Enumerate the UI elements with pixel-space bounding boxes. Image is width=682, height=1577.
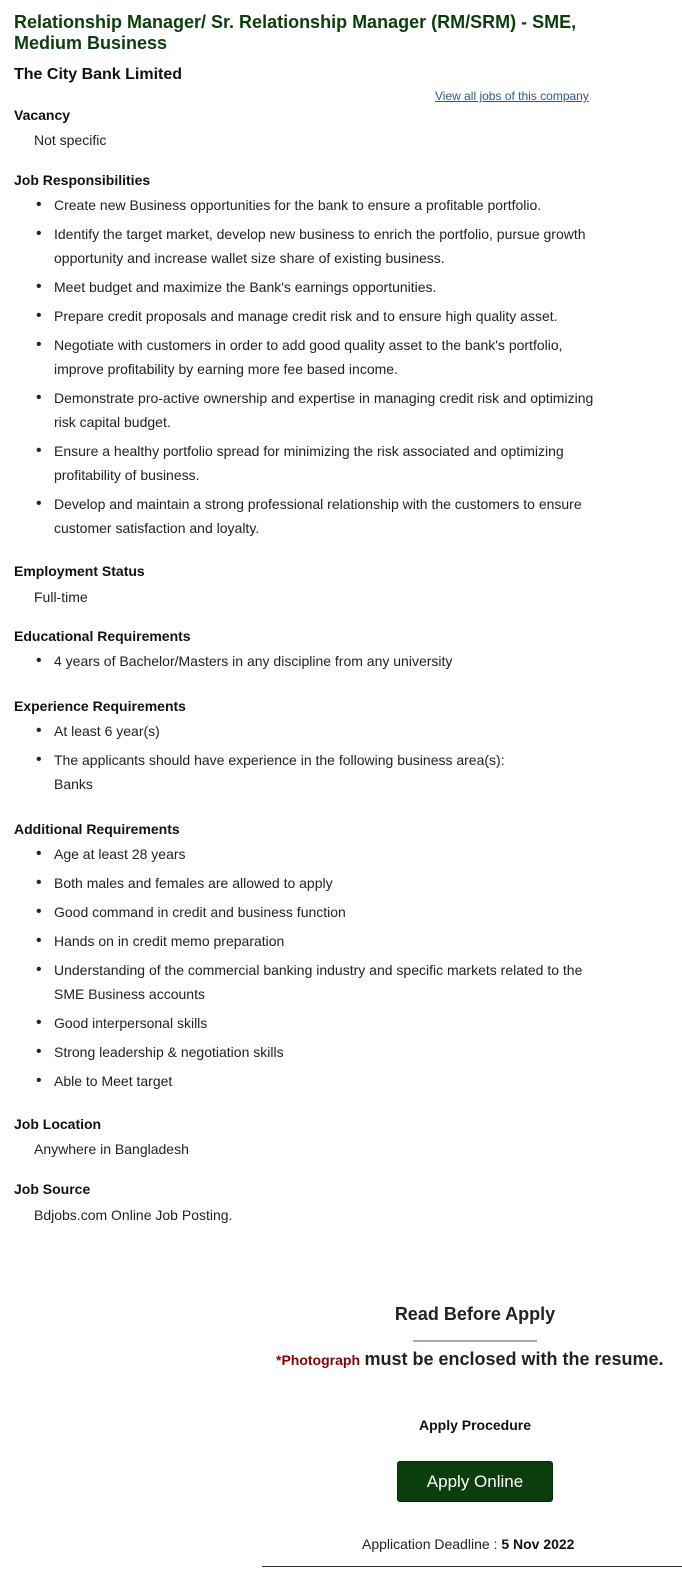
list-item: • Prepare credit proposals and manage credit risk and to ensure high quality asset. [54, 304, 614, 328]
list-item: • Good interpersonal skills [54, 1011, 614, 1035]
experience-title: Experience Requirements [14, 698, 186, 714]
vacancy-title: Vacancy [14, 107, 71, 123]
deadline-label: Application Deadline : [362, 1536, 502, 1552]
list-item: • Create new Business opportunities for the bank to ensure a profitable portfolio. [54, 193, 614, 217]
list-item: • At least 6 year(s) [54, 719, 614, 743]
apply-procedure-heading: Apply Procedure [418, 1417, 532, 1433]
employment-value: Full-time [34, 589, 88, 605]
list-item: • 4 years of Bachelor/Masters in any discipline from any university [54, 649, 614, 673]
vacancy-value: Not specific [34, 132, 107, 148]
additional-list [54, 842, 614, 1098]
source-title: Job Source [14, 1181, 91, 1197]
divider [413, 1340, 537, 1342]
experience-list [54, 719, 614, 796]
job-title: Relationship Manager/ Sr. Relationship Manager (RM/SRM) - SME, Medium Business [14, 12, 577, 53]
list-item: • Both males and females are allowed to apply [54, 871, 614, 895]
education-list [54, 649, 614, 678]
list-item: • Identify the target market, develop new business to enrich the portfolio, pursue growth opportunity and increase wallet size share of existing business. [54, 222, 614, 270]
list-item: • Meet budget and maximize the Bank's earnings opportunities. [54, 275, 614, 299]
employment-title: Employment Status [14, 563, 145, 579]
list-item: • Ensure a healthy portfolio spread for minimizing the risk associated and optimizing profitability of business. [54, 439, 614, 487]
photograph-note-text: must be enclosed with the resume. [364, 1349, 664, 1369]
experience-area-intro: The applicants should have experience in the following business area(s): [54, 752, 505, 768]
list-item: • Good command in credit and business function [54, 900, 614, 924]
photograph-word: *Photograph [276, 1352, 360, 1368]
location-title: Job Location [14, 1116, 102, 1132]
list-item: • Hands on in credit memo preparation [54, 929, 614, 953]
application-deadline [362, 1536, 574, 1552]
location-value: Anywhere in Bangladesh [34, 1141, 189, 1157]
deadline-date: 5 Nov 2022 [501, 1536, 575, 1552]
list-item: • Able to Meet target [54, 1069, 614, 1093]
view-all-jobs-link[interactable]: View all jobs of this company [435, 89, 589, 103]
read-before-apply-heading: Read Before Apply [394, 1304, 556, 1324]
source-value: Bdjobs.com Online Job Posting. [34, 1207, 233, 1223]
responsibilities-title: Job Responsibilities [14, 172, 151, 188]
list-item: • Strong leadership & negotiation skills [54, 1040, 614, 1064]
experience-area-value: Banks [54, 776, 93, 792]
list-item: • Age at least 28 years [54, 842, 614, 866]
education-title: Educational Requirements [14, 628, 191, 644]
list-item: • Develop and maintain a strong professional relationship with the customers to ensure customer satisfaction and loyalty. [54, 492, 614, 540]
list-item: • Demonstrate pro-active ownership and expertise in managing credit risk and optimizing risk capital budget. [54, 386, 614, 434]
apply-online-button[interactable]: Apply Online [397, 1461, 553, 1502]
list-item: • Negotiate with customers in order to add good quality asset to the bank's portfolio, improve profitability by earning more fee based income. [54, 333, 614, 381]
additional-title: Additional Requirements [14, 821, 180, 837]
responsibilities-list [54, 193, 614, 545]
bottom-divider [262, 1566, 682, 1567]
company-name: The City Bank Limited [14, 66, 183, 83]
list-item: • Understanding of the commercial banking industry and specific markets related to the SME Business accounts [54, 958, 614, 1006]
photograph-note [276, 1349, 664, 1370]
list-item [54, 748, 614, 796]
